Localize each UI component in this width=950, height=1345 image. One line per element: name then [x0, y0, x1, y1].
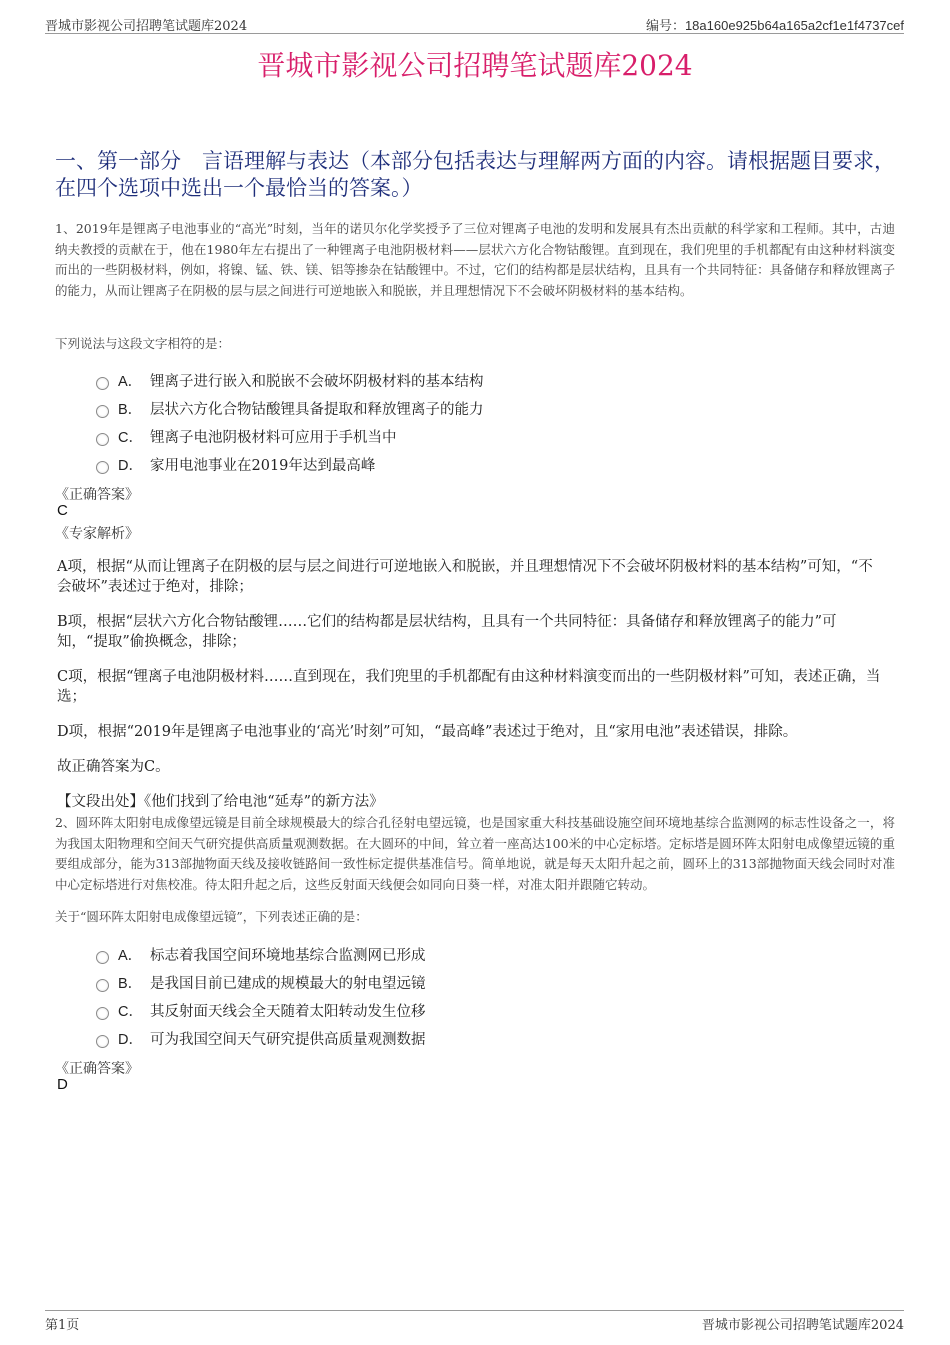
option-letter: C．	[118, 1003, 143, 1020]
section-heading: 一、第一部分 言语理解与表达（本部分包括表达与理解两方面的内容。请根据题目要求，在四个选项中选出一个最恰当的答案。）	[55, 149, 895, 200]
radio-icon[interactable]	[96, 951, 109, 964]
radio-icon[interactable]	[96, 1035, 109, 1048]
radio-icon[interactable]	[96, 979, 109, 992]
header-code-value: 18a160e925b64a165a2cf1e1f4737cef	[684, 18, 904, 33]
question-2-options	[96, 940, 856, 1052]
option-letter: A．	[118, 373, 143, 390]
question-1-option-c[interactable]	[96, 422, 856, 450]
option-text: 其反射面天线会全天随着太阳转动发生位移	[150, 1003, 426, 1020]
question-2-option-d[interactable]	[96, 1024, 856, 1052]
option-text: 可为我国空间天气研究提供高质量观测数据	[150, 1031, 426, 1048]
option-text: 锂离子电池阴极材料可应用于手机当中	[150, 429, 397, 446]
radio-icon[interactable]	[96, 405, 109, 418]
radio-icon[interactable]	[96, 461, 109, 474]
header-doc-code	[646, 15, 904, 34]
option-letter: D．	[118, 1031, 143, 1048]
question-2-passage: 2、圆环阵太阳射电成像望远镜是目前全球规模最大的综合孔径射电望远镜，也是国家重大科技基础设施空间环境地基综合监测网的标志性设备之一，将为我国太阳物理和空间天气研究提供高质量观测数据。在大圆环的中间，耸立着一座高达100米的中心定标塔。定标塔是圆环阵太阳射电成像望远镜的重要组成部分，能为313部抛物面天线及接收链路间一致性标定提供基准信号。简单地说，就是每天太阳升起之前，圆环上的313部抛物面天线会同时对准中心定标塔进行对焦校准。待太阳升起之后，这些反射面天线便会如同向日葵一样，对准太阳并跟随它转动。	[55, 815, 895, 892]
analysis-conclusion: 故正确答案为C。	[57, 759, 170, 775]
question-2-option-a[interactable]	[96, 940, 856, 968]
footer-page-number: 第1页	[45, 1318, 80, 1333]
header-doc-title: 晋城市影视公司招聘笔试题库2024	[45, 19, 248, 34]
question-1-prompt: 下列说法与这段文字相符的是：	[55, 336, 231, 351]
question-2-prompt: 关于“圆环阵太阳射电成像望远镜”，下列表述正确的是：	[55, 909, 368, 924]
option-text: 是我国目前已建成的规模最大的射电望远镜	[150, 975, 426, 992]
question-1-analysis	[57, 557, 887, 827]
analysis-paragraph-a: A项，根据“从而让锂离子在阴极的层与层之间进行可逆地嵌入和脱嵌，并且理想情况下不会破坏阴极材料的基本结构”可知，“不会破坏”表述过于绝对，排除；	[57, 559, 873, 595]
option-letter: B．	[118, 401, 143, 418]
page-title: 晋城市影视公司招聘笔试题库2024	[257, 49, 693, 82]
question-2-answer: D	[57, 1076, 68, 1093]
option-text: 锂离子进行嵌入和脱嵌不会破坏阴极材料的基本结构	[150, 373, 484, 390]
question-1-option-a[interactable]	[96, 366, 856, 394]
question-1-option-b[interactable]	[96, 394, 856, 422]
question-1-analysis-label: 《专家解析》	[55, 526, 139, 542]
question-1-answer-label: 《正确答案》	[55, 487, 139, 503]
analysis-paragraph-c: C项，根据“锂离子电池阴极材料……直到现在，我们兜里的手机都配有由这种材料演变而出的一些阴极材料”可知，表述正确，当选；	[57, 669, 881, 705]
analysis-source: 【文段出处】《他们找到了给电池“延寿”的新方法》	[57, 794, 384, 810]
question-2-option-c[interactable]	[96, 996, 856, 1024]
footer-divider	[45, 1310, 904, 1311]
question-1-options	[96, 366, 856, 478]
option-text: 层状六方化合物钴酸锂具备提取和释放锂离子的能力	[150, 401, 484, 418]
question-1-passage: 1、2019年是锂离子电池事业的“高光”时刻，当年的诺贝尔化学奖授予了三位对锂离子电池的发明和发展具有杰出贡献的科学家和工程师。其中，古迪纳夫教授的贡献在于，他在1980年左右提出了一种锂离子电池阴极材料——层状六方化合物钴酸锂。直到现在，我们兜里的手机都配有由这种材料演变而出的一些阴极材料，例如，将镍、锰、铁、镁、铝等掺杂在钴酸锂中。不过，它们的结构都是层状结构，且具有一个共同特征：具备储存和释放锂离子的能力，从而让锂离子在阴极的层与层之间进行可逆地嵌入和脱嵌，并且理想情况下不会破坏阴极材料的基本结构。	[55, 221, 895, 298]
option-letter: C．	[118, 429, 143, 446]
radio-icon[interactable]	[96, 433, 109, 446]
option-letter: A．	[118, 947, 143, 964]
radio-icon[interactable]	[96, 377, 109, 390]
option-text: 标志着我国空间环境地基综合监测网已形成	[150, 947, 426, 964]
header-divider	[45, 33, 904, 34]
question-1-answer: C	[57, 502, 68, 519]
question-2-answer-label: 《正确答案》	[55, 1061, 139, 1077]
question-2-option-b[interactable]	[96, 968, 856, 996]
question-1-option-d[interactable]	[96, 450, 856, 478]
header-code-label: 编号：	[645, 19, 685, 34]
option-letter: D．	[118, 457, 143, 474]
radio-icon[interactable]	[96, 1007, 109, 1020]
footer-doc-title: 晋城市影视公司招聘笔试题库2024	[701, 1318, 904, 1333]
option-letter: B．	[118, 975, 143, 992]
analysis-paragraph-d: D项，根据“2019年是锂离子电池事业的‘高光’时刻”可知，“最高峰”表述过于绝对，且“家用电池”表述错误，排除。	[57, 724, 798, 740]
option-text: 家用电池事业在2019年达到最高峰	[150, 457, 376, 474]
analysis-paragraph-b: B项，根据“层状六方化合物钴酸锂……它们的结构都是层状结构，且具有一个共同特征：具备储存和释放锂离子的能力”可知，“提取”偷换概念，排除；	[57, 614, 837, 650]
